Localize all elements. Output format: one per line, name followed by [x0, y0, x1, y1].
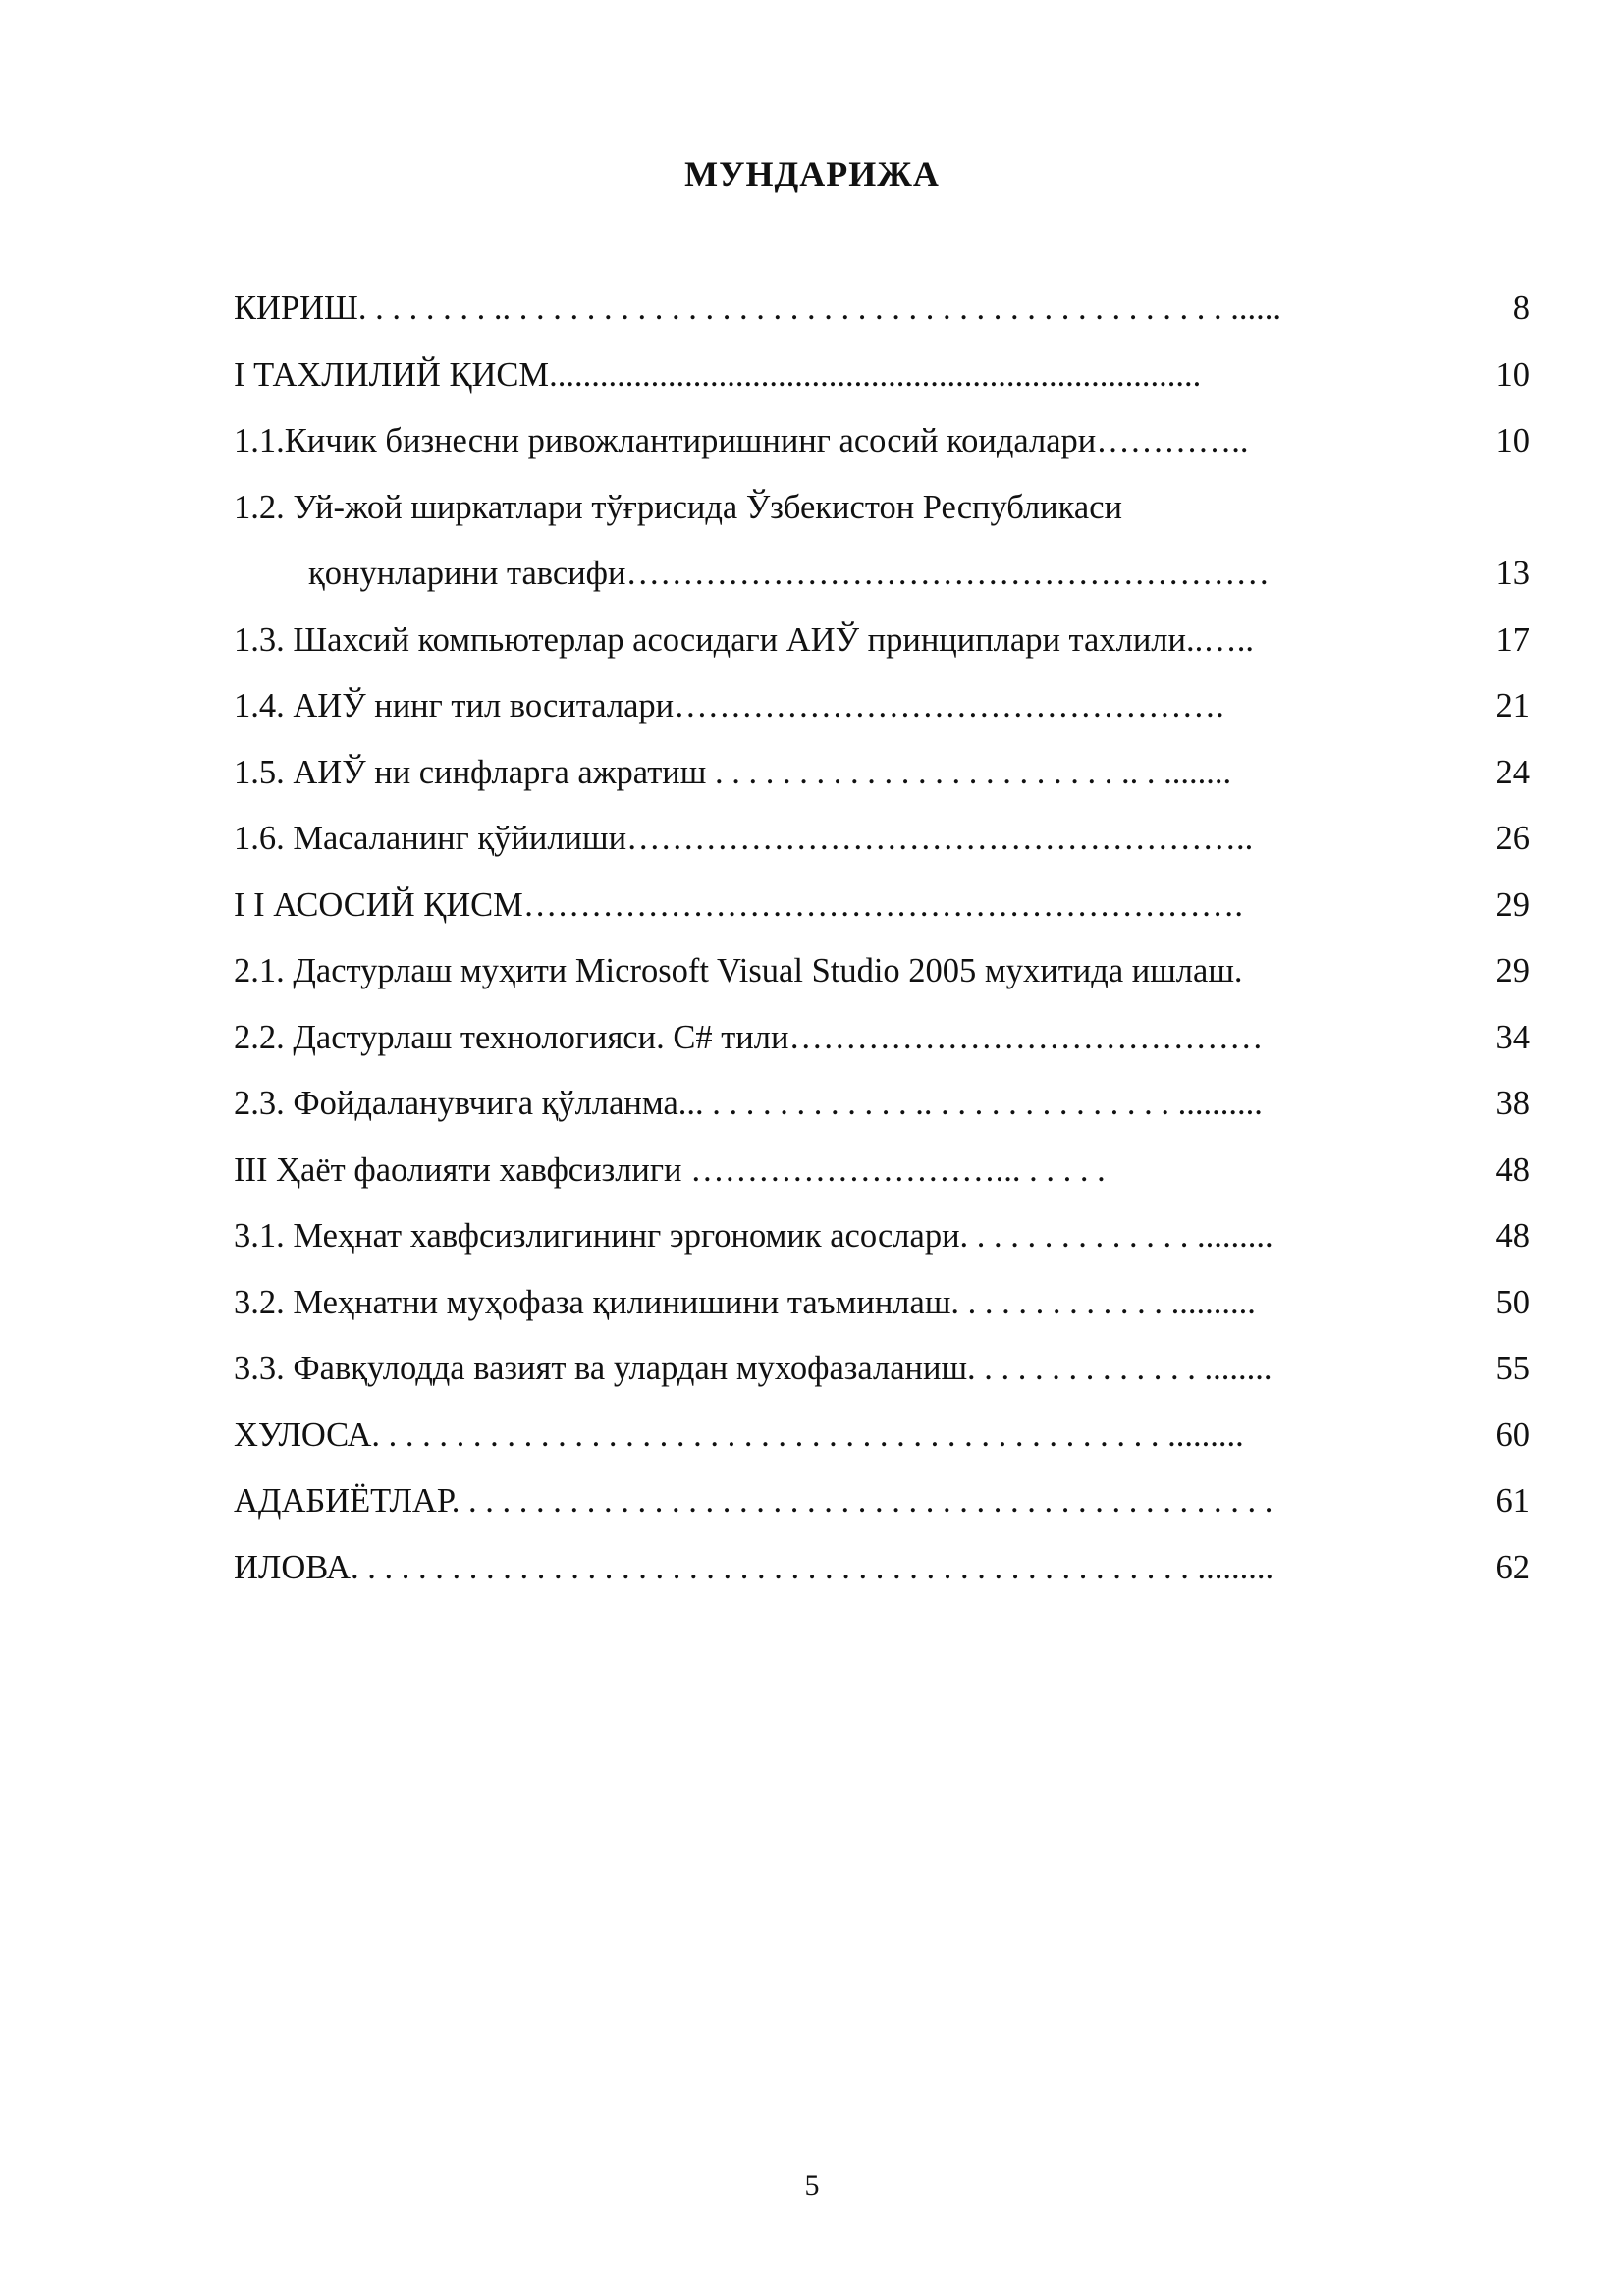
toc-entry-2-1[interactable] [234, 945, 1530, 1012]
toc-entry-page: 10 [1495, 355, 1530, 394]
toc-entry-text: 2.2. Дастурлаш технологияси. C# тили…………………………………… [234, 1018, 1264, 1056]
toc-entry-text [234, 482, 1270, 600]
toc-entry-part-2[interactable] [234, 880, 1530, 946]
toc-entry-page: 62 [1495, 1548, 1530, 1586]
toc-entry-introduction[interactable] [234, 283, 1530, 349]
toc-entry-page: 38 [1495, 1085, 1530, 1122]
toc-entry-page: 26 [1495, 820, 1530, 857]
toc-entry-1-6[interactable] [234, 813, 1530, 880]
toc-entry-1-5[interactable] [234, 747, 1530, 814]
toc-entry-page: 17 [1495, 620, 1530, 659]
toc-entry-text: 3.1. Меҳнат хавфсизлигининг эргономик асослари. . . . . . . . . . . . . . ......... [234, 1217, 1273, 1255]
toc-entry-text: 1.5. АИЎ ни синфларга ажратиш . . . . . . . . . . . . . . . . . . . . . . . . .. . ........ [234, 753, 1232, 791]
toc-entry-text: 2.3. Фойдаланувчига қўлланма... . . . . . . . . . . . . .. . . . . . . . . . . . . . . .......... [234, 1085, 1263, 1122]
toc-entry-text-line-2: қонунларини тавсифи………………………………………………… [308, 555, 1270, 592]
toc-entry-page: 48 [1495, 1217, 1530, 1255]
toc-entry-2-3[interactable] [234, 1078, 1530, 1145]
page-title: МУНДАРИЖА [684, 154, 940, 193]
toc-entry-text: АДАБИЁТЛАР. . . . . . . . . . . . . . . . . . . . . . . . . . . . . . . . . . . . . . . . . . . . . . . . . [234, 1482, 1273, 1520]
toc-entry-text: КИРИШ. . . . . . . . .. . . . . . . . . . . . . . . . . . . . . . . . . . . . . . . . . . . . . . . . . . . ...... [234, 290, 1281, 327]
toc-entry-3-2[interactable] [234, 1277, 1530, 1344]
toc-entry-text: 3.3. Фавқулодда вазият ва улардан мухофазаланиш. . . . . . . . . . . . . . ........ [234, 1350, 1272, 1387]
toc-entry-text: 1.1.Кичик бизнесни ривожлантиришнинг асосий коидалари………….. [234, 422, 1249, 459]
toc-entry-page: 21 [1495, 687, 1530, 724]
toc-entry-text: ХУЛОСА. . . . . . . . . . . . . . . . . . . . . . . . . . . . . . . . . . . . . . . . . . . . . . . ......... [234, 1415, 1244, 1454]
toc-entry-text: III Ҳаёт фаолияти хавфсизлиги ………………………... . . . . . [234, 1150, 1106, 1189]
page-number: 5 [804, 2169, 820, 2202]
toc-entry-1-3[interactable] [234, 614, 1530, 681]
toc-entry-3-3[interactable] [234, 1343, 1530, 1410]
toc-entry-part-3[interactable] [234, 1145, 1530, 1211]
toc-entry-page: 13 [1495, 555, 1530, 592]
toc-entry-conclusion[interactable] [234, 1410, 1530, 1476]
toc-entry-3-1[interactable] [234, 1210, 1530, 1277]
toc-entry-text-line-1: 1.2. Уй-жой ширкатлари тўғрисида Ўзбекистон Республикаси [234, 488, 1122, 526]
table-of-contents [234, 283, 1530, 1608]
toc-entry-page: 34 [1495, 1018, 1530, 1056]
toc-entry-page: 55 [1495, 1350, 1530, 1387]
toc-entry-page: 29 [1495, 952, 1530, 989]
toc-entry-1-2[interactable] [234, 482, 1530, 614]
toc-entry-page: 10 [1495, 422, 1530, 459]
toc-entry-page: 50 [1495, 1283, 1530, 1321]
toc-entry-text: ИЛОВА. . . . . . . . . . . . . . . . . . . . . . . . . . . . . . . . . . . . . . . . . . . . . . . . . . ......... [234, 1548, 1274, 1586]
toc-entry-text: I ТАХЛИЛИЙ ҚИСМ............................................................................. [234, 355, 1202, 394]
toc-entry-page: 61 [1495, 1482, 1530, 1520]
toc-entry-page: 24 [1495, 753, 1530, 791]
toc-entry-text: 3.2. Меҳнатни муҳофаза қилинишини таъминлаш. . . . . . . . . . . . . .......... [234, 1283, 1256, 1321]
toc-entry-1-4[interactable] [234, 680, 1530, 747]
toc-entry-part-1[interactable] [234, 349, 1530, 416]
toc-entry-page: 48 [1495, 1150, 1530, 1189]
toc-entry-page: 8 [1512, 290, 1530, 327]
toc-entry-text: 1.4. АИЎ нинг тил воситалари…………………………………………. [234, 687, 1224, 724]
toc-entry-page: 60 [1495, 1415, 1530, 1454]
toc-entry-references[interactable] [234, 1475, 1530, 1542]
toc-entry-page: 29 [1495, 885, 1530, 924]
toc-entry-appendix[interactable] [234, 1542, 1530, 1609]
toc-entry-text: 1.6. Масаланинг қўйилиши……………………………………………….. [234, 820, 1254, 857]
toc-entry-text: I I АСОСИЙ ҚИСМ………………………………………………………. [234, 885, 1243, 924]
toc-entry-text: 1.3. Шахсий компьютерлар асосидаги АИЎ принциплари тахлили..….. [234, 620, 1254, 659]
toc-entry-2-2[interactable] [234, 1012, 1530, 1079]
toc-entry-1-1[interactable] [234, 415, 1530, 482]
toc-entry-text: 2.1. Дастурлаш муҳити Microsoft Visual Studio 2005 мухитида ишлаш. [234, 952, 1243, 989]
